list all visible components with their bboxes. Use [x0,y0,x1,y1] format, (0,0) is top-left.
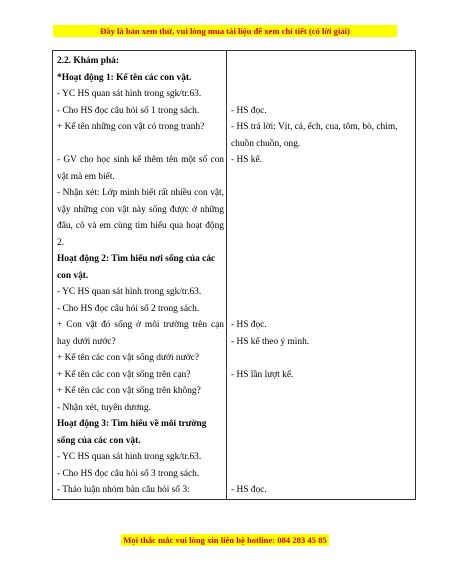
teacher-line: + Kể tên những con vật có trong tranh? [57,122,205,132]
lesson-table [52,50,416,500]
activity-3-title: Hoạt động 3: Tìm hiểu về môi trường sống của các con vật. [57,419,207,446]
preview-notice: Đây là bản xem thử, vui lòng mua tài liệu để xem chi tiết (có lời giải) [53,25,397,37]
teacher-line: + Kể tên các con vật sống dưới nước? [57,353,199,363]
teacher-line: - YC HS quan sát hình trong sgk/tr.63. [57,89,202,99]
student-line: - HS kể. [231,155,262,165]
student-line: - HS kể theo ý mình. [231,336,310,347]
teacher-line: - Cho HS đọc câu hỏi số 2 trong sách. [57,303,200,314]
teacher-line: - YC HS quan sát hình trong sgk/tr.63. [57,452,202,462]
student-line: - HS trả lời: Vịt, cá, ếch, cua, tôm, bò, chim, chuồn chuồn, ong. [231,122,398,149]
student-line: - HS đọc. [231,320,267,330]
teacher-line: + Kể tên các con vật sống trên cạn? [57,369,191,380]
student-line: - HS đọc. [231,105,267,116]
student-line: - HS lần lượt kể. [231,369,294,380]
student-column [227,51,416,500]
teacher-line: - Nhận xét, tuyên dương. [57,402,151,413]
teacher-line: + Con vật đó sống ở môi trường trên cạn hay dưới nước? [57,320,224,347]
teacher-line: - Cho HS đọc câu hỏi số 1 trong sách. [57,105,200,116]
teacher-line: - Nhận xét: Lớp mình biết rất nhiều con vật, vậy những con vật này sống được ở những đâu, cô và em cùng tìm hiểu qua hoạt động 2. [57,188,224,248]
teacher-line: - Thảo luận nhóm bàn câu hỏi số 3: [57,485,190,495]
teacher-line: - Cho HS đọc câu hỏi số 3 trong sách. [57,468,200,479]
teacher-column [53,51,227,500]
hotline-footer [0,535,450,545]
section-heading: 2.2. Khám phá: [57,56,119,66]
teacher-line: + Kể tên các con vật sống trên không? [57,386,201,396]
activity-2-title: Hoạt động 2: Tìm hiểu nơi sống của các con vật. [57,254,216,281]
hotline-text: Mọi thắc mắc vui lòng xin liên hệ hotline: 084 283 45 85 [123,535,327,545]
teacher-line: - YC HS quan sát hình trong sgk/tr.63. [57,287,202,297]
student-line: - HS đọc. [231,485,267,495]
activity-1-title: *Hoạt động 1: Kể tên các con vật. [57,72,192,83]
teacher-line: - GV cho học sinh kể thêm tên một số con vật mà em biết. [57,155,224,182]
